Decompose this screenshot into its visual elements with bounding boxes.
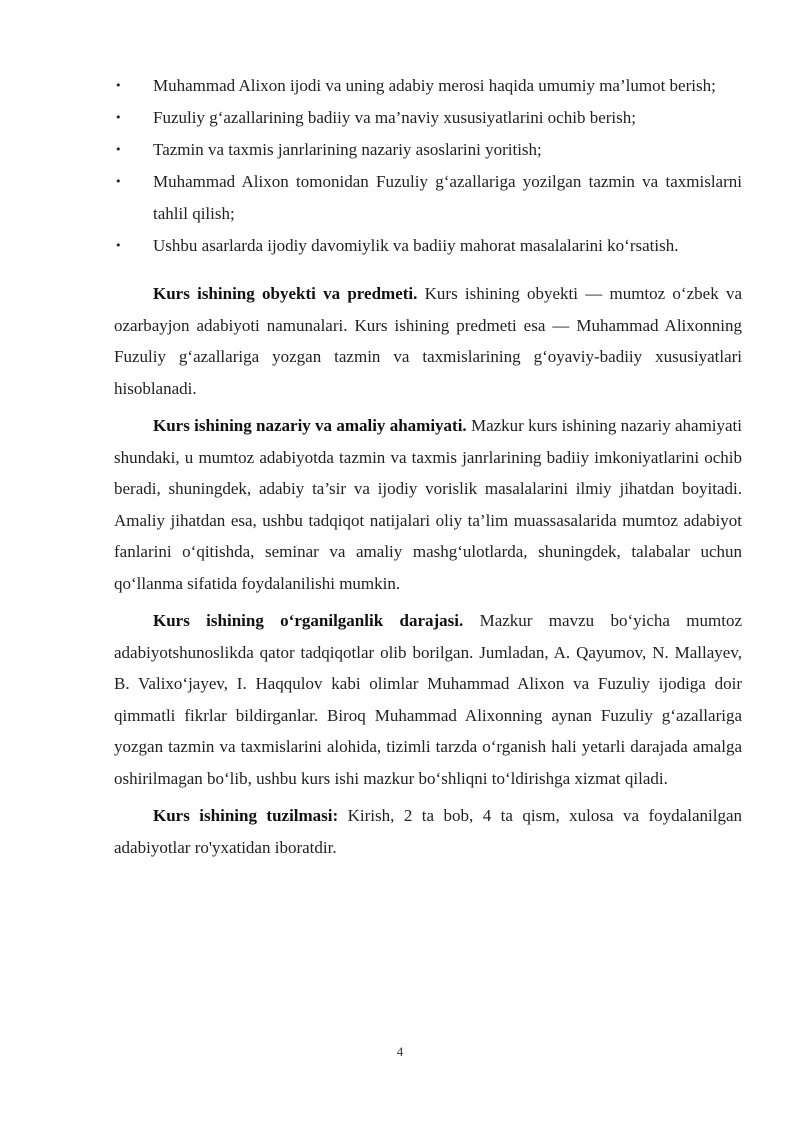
list-item-text: Muhammad Alixon ijodi va uning adabiy merosi haqida umumiy ma’lumot berish; — [153, 76, 716, 95]
list-item — [114, 70, 742, 102]
bullet-icon: • — [115, 239, 122, 252]
list-item — [114, 230, 742, 262]
page-content — [114, 70, 742, 863]
paragraph-text: Kirish, 2 ta bob, 4 ta qism, xulosa va foydalanilgan adabiyotlar ro'yxatidan iboratdir. — [114, 806, 742, 857]
list-item-text: Tazmin va taxmis janrlarining nazariy asoslarini yoritish; — [153, 140, 542, 159]
bullet-icon: • — [115, 175, 122, 188]
paragraph-heading: Kurs ishining obyekti va predmeti. — [153, 284, 418, 303]
list-item-text: Fuzuliy g‘azallarining badiiy va ma’naviy xususiyatlarini ochib berish; — [153, 108, 636, 127]
list-item-text: Ushbu asarlarda ijodiy davomiylik va badiiy mahorat masalalarini ko‘rsatish. — [153, 236, 679, 255]
bullet-icon: • — [115, 111, 122, 124]
bullet-icon: • — [115, 79, 122, 92]
paragraph-heading: Kurs ishining nazariy va amaliy ahamiyati. — [153, 416, 467, 435]
paragraph-heading: Kurs ishining tuzilmasi: — [153, 806, 339, 825]
object-subject-paragraph — [114, 278, 742, 404]
list-item — [114, 102, 742, 134]
significance-paragraph — [114, 410, 742, 599]
research-level-paragraph — [114, 605, 742, 794]
paragraph-heading: Kurs ishining o‘rganilganlik darajasi. — [153, 611, 464, 630]
list-item-text: Muhammad Alixon tomonidan Fuzuliy g‘azallariga yozilgan tazmin va taxmislarni tahlil qilish; — [153, 172, 742, 223]
objectives-list — [114, 70, 742, 262]
list-item — [114, 166, 742, 230]
bullet-icon: • — [115, 143, 122, 156]
paragraph-text: Mazkur kurs ishining nazariy ahamiyati shundaki, u mumtoz adabiyotda tazmin va taxmis janrlarining badiiy imkoniyatlarini ochib beradi, shuningdek, adabiy ta’sir va ijodiy vorislik masalalarini ilmiy jihatdan boyitadi. Amaliy jihatdan esa, ushbu tadqiqot natijalari oliy ta’lim muassasalarida mumtoz adabiyot fanlarini o‘qitishda, seminar va amaliy mashg‘ulotlarda, shuningdek, talabalar uchun qo‘llanma sifatida foydalanilishi mumkin. — [114, 416, 743, 593]
structure-paragraph — [114, 800, 742, 863]
list-item — [114, 134, 742, 166]
page-number: 4 — [396, 1044, 404, 1059]
paragraph-text: Mazkur mavzu bo‘yicha mumtoz adabiyotshunoslikda qator tadqiqotlar olib borilgan. Jumladan, A. Qayumov, N. Mallayev, B. Valixo‘jayev, I. Haqqulov kabi olimlar Muhammad Alixon va Fuzuliy ijodiga doir qimmatli fikrlar bildirganlar. Biroq Muhammad Alixonning aynan Fuzuliy g‘azallariga yozgan tazmin va taxmislarini alohida, tizimli tarzda o‘rganish hali yetarli darajada amalga oshirilmagan bo‘lib, ushbu kurs ishi mazkur bo‘shliqni to‘ldirishga xizmat qiladi. — [114, 611, 743, 788]
paragraph-text: Kurs ishining obyekti — mumtoz o‘zbek va ozarbayjon adabiyoti namunalari. Kurs ishining predmeti esa — Muhammad Alixonning Fuzuliy g‘azallariga yozgan tazmin va taxmislarining g‘oyaviy-badiiy xususiyatlari hisoblanadi. — [114, 284, 742, 398]
